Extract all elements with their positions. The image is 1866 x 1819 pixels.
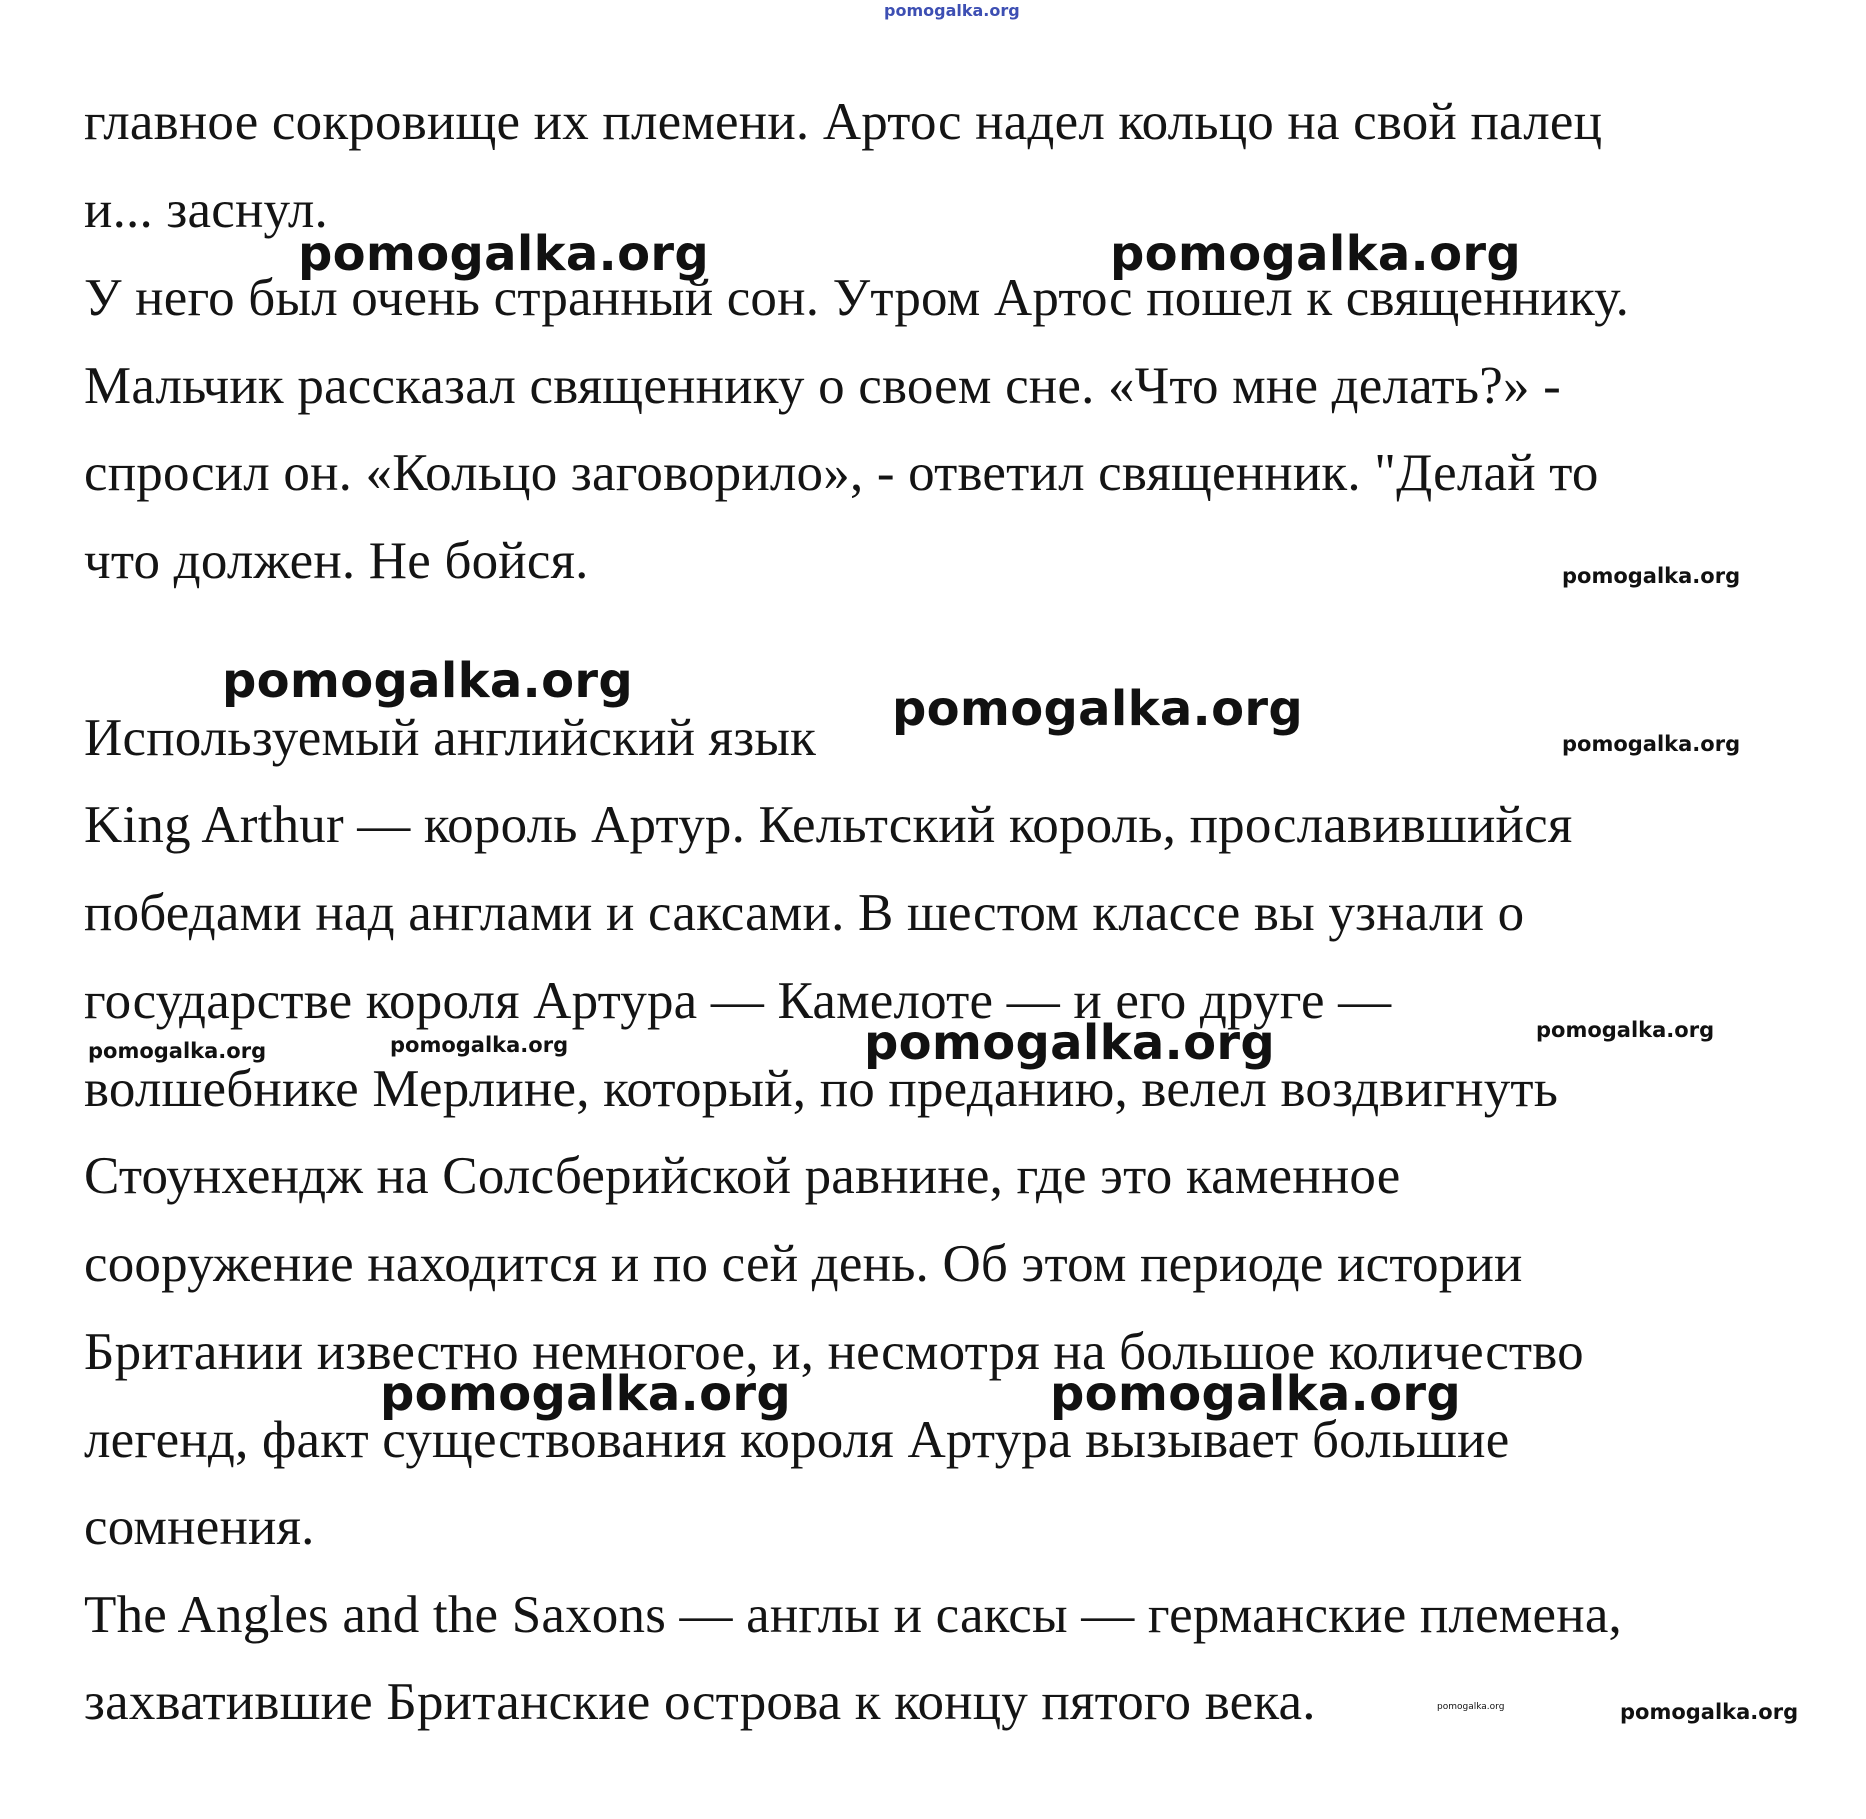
watermark: pomogalka.org xyxy=(298,226,709,282)
text-line: легенд, факт существования короля Артура вызывает большие xyxy=(84,1411,1510,1469)
text-line: победами над англами и саксами. В шестом классе вы узнали о xyxy=(84,884,1525,942)
watermark: pomogalka.org xyxy=(1620,1700,1799,1724)
watermark: pomogalka.org xyxy=(892,681,1303,737)
text-line: и... заснул. xyxy=(84,181,328,239)
text-line: сооружение находится и по сей день. Об этом периоде истории xyxy=(84,1235,1523,1293)
text-line: государстве короля Артура — Камелоте — и его друге — xyxy=(84,972,1392,1030)
watermark: pomogalka.org xyxy=(88,1039,267,1063)
watermark: pomogalka.org xyxy=(1437,1702,1505,1712)
text-line: волшебнике Мерлине, который, по преданию, велел воздвигнуть xyxy=(84,1060,1559,1118)
watermark: pomogalka.org xyxy=(222,653,633,709)
watermark: pomogalka.org xyxy=(1110,226,1521,282)
text-line: спросил он. «Кольцо заговорило», - ответил священник. "Делай то xyxy=(84,444,1599,502)
text-line: King Arthur — король Артур. Кельтский король, прославившийся xyxy=(84,796,1573,854)
watermark-top: pomogalka.org xyxy=(884,1,1020,20)
text-line: сомнения. xyxy=(84,1498,315,1556)
text-line: Стоунхендж на Солсберийской равнине, где это каменное xyxy=(84,1147,1401,1205)
watermark: pomogalka.org xyxy=(1050,1366,1461,1422)
watermark: pomogalka.org xyxy=(1536,1018,1715,1042)
watermark: pomogalka.org xyxy=(390,1033,569,1057)
section-heading: Используемый английский язык xyxy=(84,709,817,767)
text-line: главное сокровище их племени. Артос надел кольцо на свой палец xyxy=(84,93,1603,151)
watermark: pomogalka.org xyxy=(1562,732,1741,756)
text-line: Мальчик рассказал священнику о своем сне. «Что мне делать?» - xyxy=(84,357,1561,415)
text-line: Британии известно немногое, и, несмотря на большое количество xyxy=(84,1323,1584,1381)
text-line: The Angles and the Saxons — англы и саксы — германские племена, xyxy=(84,1586,1623,1644)
watermark: pomogalka.org xyxy=(864,1015,1275,1071)
text-line: У него был очень странный сон. Утром Артос пошел к священнику. xyxy=(84,269,1630,327)
text-line: захватившие Британские острова к концу пятого века. xyxy=(84,1673,1316,1731)
text-line: что должен. Не бойся. xyxy=(84,532,589,590)
watermark: pomogalka.org xyxy=(1562,564,1741,588)
watermark: pomogalka.org xyxy=(380,1366,791,1422)
